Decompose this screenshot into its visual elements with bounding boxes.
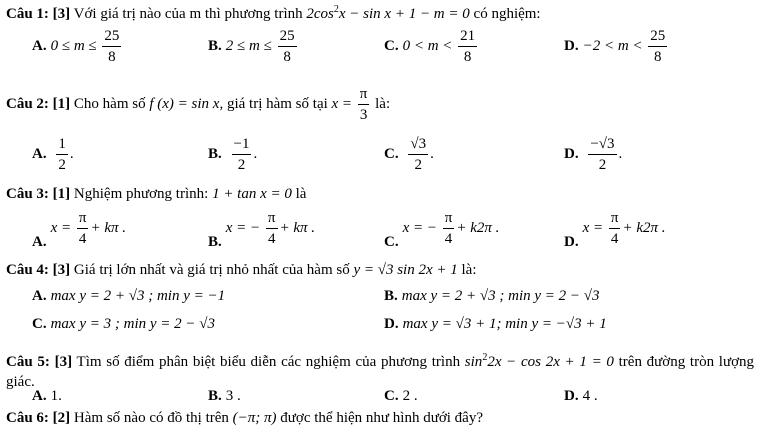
option-label: C. [32,316,47,332]
question-6 [6,410,483,427]
option-math: x = − [402,219,437,236]
question-text: Hàm số nào có đồ thị trên [73,410,229,426]
question-4 [6,262,477,279]
option-text: 3 . [225,388,241,404]
denominator: 8 [108,49,116,65]
numerator: 25 [648,26,667,47]
question-tail: có nghiệm: [473,6,541,22]
question-text-mid: , giá trị hàm số tại [219,95,328,112]
numerator: −√3 [588,134,616,155]
denominator: 8 [463,49,472,65]
question-number: Câu 1: [6,6,49,22]
fraction [102,26,121,67]
option-text: max y = 2 + √3 ; min y = −1 [50,288,226,304]
fraction [458,26,477,67]
q1-option-a[interactable] [32,26,123,67]
q4-option-c[interactable] [32,316,215,333]
question-2 [6,84,390,125]
equation-part: 2x − cos 2x + 1 = 0 [487,354,614,370]
option-text: max y = 2 + √3 ; min y = 2 − √3 [401,288,600,304]
q4-option-d[interactable] [384,316,607,333]
denominator: 4 [444,231,453,247]
fraction [408,134,428,175]
option-math: + kπ . [279,219,316,236]
option-math: −2 < m < [582,37,643,54]
difficulty-level: [2] [52,410,71,426]
interval: (−π; π) [232,410,277,426]
option-label: C. [384,145,399,162]
question-text: Tìm số điểm phân biệt biểu diễn các nghiệm của phương trình [76,354,461,370]
question-number: Câu 2: [6,95,49,112]
numerator: 25 [278,26,297,47]
option-label: B. [384,288,398,304]
denominator: 8 [654,49,662,65]
option-label: A. [32,233,47,250]
option-label: A. [32,388,47,404]
option-text: max y = 3 ; min y = 2 − √3 [50,316,215,332]
question-tail: là: [461,262,477,278]
q5-option-b[interactable] [208,388,241,405]
q1-option-c[interactable] [384,26,479,67]
option-label: A. [32,145,47,162]
function-expression: f (x) = sin x [149,95,220,112]
option-label: C. [384,388,399,404]
option-label: C. [384,37,399,54]
fraction [232,134,252,175]
option-text: max y = √3 + 1; min y = −√3 + 1 [402,316,607,332]
option-label: D. [564,37,579,54]
question-text: Với giá trị nào của m thì phương trình [73,6,303,22]
fraction [266,208,278,249]
question-text: Cho hàm số [73,95,146,112]
question-3 [6,186,306,203]
equation-part: x − sin x + 1 − m = 0 [338,6,470,22]
q5-option-a[interactable] [32,388,62,405]
option-math: x = − [225,219,261,236]
equation-part: sin [464,354,483,370]
question-number: Câu 3: [6,186,49,202]
q5-option-d[interactable] [564,388,598,405]
option-label: B. [208,233,222,250]
option-math: + k2π . [456,219,500,236]
question-text: Nghiệm phương trình: [73,186,209,202]
q2-option-a[interactable]: A. $\frac{1}{2}$ . [32,136,74,173]
numerator: π [609,208,621,229]
option-label: C. [384,233,399,250]
option-label: D. [384,316,399,332]
q3-option-d[interactable] [564,208,666,249]
numerator: √3 [408,134,428,155]
equation: y = √3 sin 2x + 1 [353,262,458,278]
q5-option-c[interactable] [384,388,418,405]
q4-option-a[interactable] [32,288,225,305]
option-label: B. [208,388,222,404]
numerator: π [358,84,370,105]
numerator: 21 [458,26,477,47]
difficulty-level: [3] [54,354,73,370]
fraction [278,26,297,67]
question-tail: là [295,186,307,202]
option-label: A. [32,288,47,304]
question-5: Câu 5: [3] Tìm số điểm phân biệt biểu diễn các nghiệm của phương trình $\sin^22x - \cos 2x + 1 = 0$ trên đường tròn lượng giác. [6,352,755,390]
denominator: 8 [283,49,291,65]
q2-option-c[interactable]: C. $\frac{√3}{2}$ . [384,136,434,173]
option-text: 4 . [582,388,598,404]
denominator: 4 [610,231,619,247]
question-tail: trên đường tròn lượng giác. [6,354,755,390]
question-tail: là: [375,95,391,112]
equation: 1 + tan x = 0 [212,186,292,202]
option-label: B. [208,145,222,162]
numerator: −1 [232,134,252,155]
numerator: π [443,208,455,229]
option-text: 1. [50,388,62,404]
denominator: 3 [359,107,368,123]
option-math: 0 ≤ m ≤ [50,37,97,54]
option-label: D. [564,388,579,404]
question-number: Câu 6: [6,410,49,426]
denominator: 2 [598,157,607,173]
question-number: Câu 4: [6,262,49,278]
denominator: 2 [58,157,66,173]
x-value-prefix: x = [331,95,353,112]
option-math: 2 ≤ m ≤ [225,37,272,54]
fraction [77,208,89,249]
fraction [56,134,68,175]
numerator: π [77,208,89,229]
fraction [648,26,667,67]
q1-option-b[interactable] [208,26,299,67]
difficulty-level: [1] [52,95,71,112]
option-math: 0 < m < [402,37,453,54]
option-label: B. [208,37,222,54]
question-tail: được thể hiện như hình dưới đây? [280,410,483,426]
option-label: A. [32,37,47,54]
q3-option-b[interactable] [208,208,315,249]
option-math: + k2π . [622,219,666,236]
fraction [609,208,621,249]
question-number: Câu 5: [6,354,50,370]
equation-part: 2cos [306,6,334,22]
q3-option-a[interactable] [32,208,126,249]
difficulty-level: [1] [52,186,71,202]
question-text: Giá trị lớn nhất và giá trị nhỏ nhất của hàm số [73,262,350,278]
q3-option-c[interactable] [384,208,499,249]
q2-option-d[interactable]: D. $\frac{-√3}{2}$ . [564,136,623,173]
difficulty-level: [3] [52,6,71,22]
fraction [443,208,455,249]
option-math: x = [50,219,72,236]
fraction [588,134,616,175]
option-math: + kπ . [90,219,126,236]
numerator: π [266,208,278,229]
denominator: 2 [237,157,246,173]
numerator: 25 [102,26,121,47]
question-1: Câu 1: [3] Với giá trị nào của m thì phương trình $2\cos^2x - \sin x + 1 - m = 0$ có nghiệm: [6,4,541,22]
denominator: 4 [267,231,276,247]
option-label: D. [564,233,579,250]
fraction [358,84,370,125]
option-text: 2 . [402,388,418,404]
q2-option-b[interactable]: B. $\frac{-1}{2}$ . [208,136,258,173]
denominator: 2 [414,157,422,173]
q1-option-d[interactable] [564,26,669,67]
option-math: x = [582,219,604,236]
numerator: 1 [56,134,68,155]
option-label: D. [564,145,579,162]
denominator: 4 [78,231,87,247]
difficulty-level: [3] [52,262,71,278]
q4-option-b[interactable] [384,288,600,305]
